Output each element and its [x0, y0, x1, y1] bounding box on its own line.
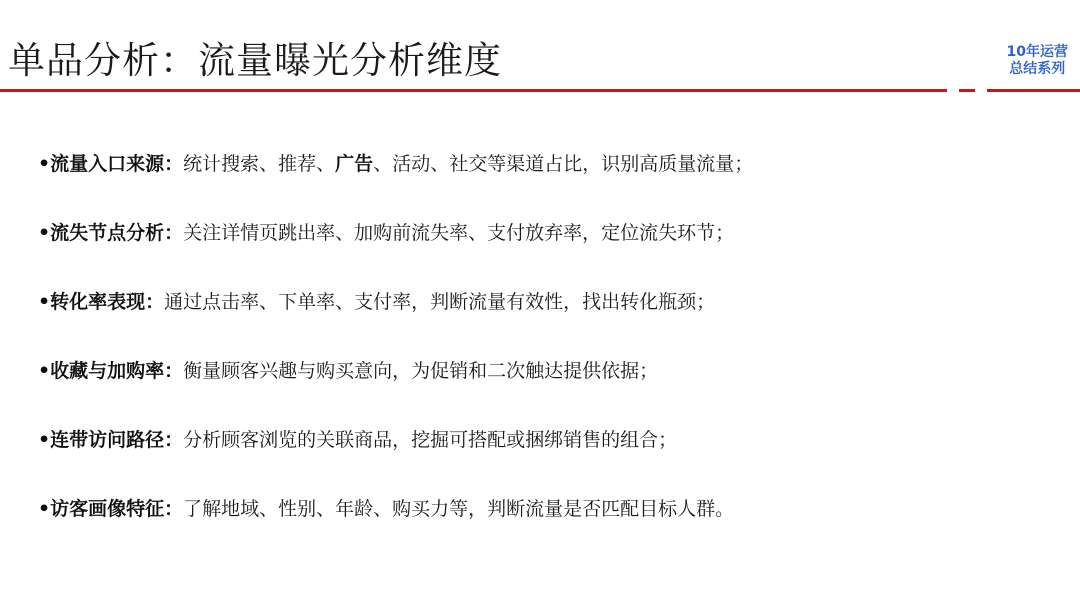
bullet-text: 通过点击率、下单率、支付率，判断流量有效性，找出转化瓶颈；: [164, 291, 716, 313]
list-item: [38, 147, 1058, 216]
title-rule: [0, 89, 947, 92]
list-item: [38, 216, 1058, 285]
list-item: [38, 492, 1058, 561]
bullet-label: •收藏与加购率：: [38, 360, 184, 382]
bullet-text: 、活动、社交等渠道占比，识别高质量流量；: [373, 153, 754, 175]
list-item: [38, 423, 1058, 492]
series-tag-line1: 10年运营: [1006, 44, 1068, 60]
bullet-label: •流量入口来源：: [38, 153, 184, 175]
bullet-label: •转化率表现：: [38, 291, 165, 313]
series-tag: [1007, 44, 1068, 78]
bullet-text: 分析顾客浏览的关联商品，挖掘可搭配或捆绑销售的组合；: [183, 429, 678, 451]
bullet-list: [38, 147, 1058, 561]
bullet-label: •连带访问路径：: [38, 429, 184, 451]
bullet-emphasis: 广告: [335, 153, 374, 175]
series-tag-line2: 总结系列: [1009, 61, 1066, 77]
page-title: 单品分析：流量曝光分析维度: [8, 39, 502, 82]
bullet-text: 衡量顾客兴趣与购买意向，为促销和二次触达提供依据；: [183, 360, 659, 382]
title-rule-tail: [987, 89, 1080, 92]
bullet-text: 了解地域、性别、年龄、购买力等，判断流量是否匹配目标人群。: [183, 498, 735, 520]
list-item: [38, 285, 1058, 354]
bullet-label: •流失节点分析：: [38, 222, 184, 244]
bullet-text: 关注详情页跳出率、加购前流失率、支付放弃率，定位流失环节；: [183, 222, 735, 244]
title-rule-dash: [959, 89, 975, 92]
bullet-label: •访客画像特征：: [38, 498, 184, 520]
list-item: [38, 354, 1058, 423]
bullet-text: 统计搜索、推荐、: [183, 153, 336, 175]
